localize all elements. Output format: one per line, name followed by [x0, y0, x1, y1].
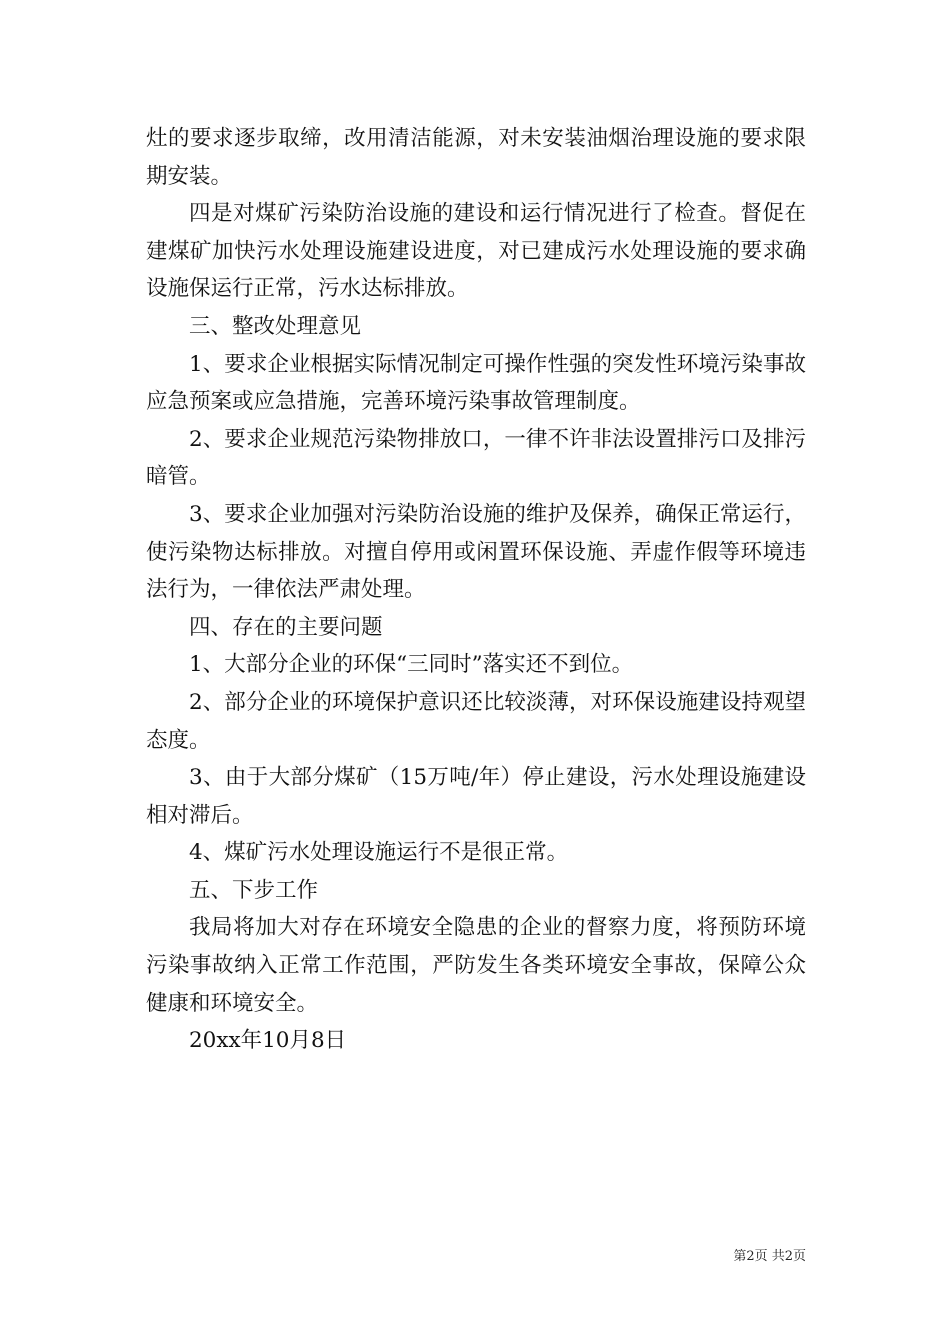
paragraph-problem-4: 4、煤矿污水处理设施运行不是很正常。 — [189, 840, 569, 866]
paragraph-problem-1: 1、大部分企业的环保“三同时”落实还不到位。 — [189, 652, 634, 678]
paragraph-continuation: 灶的要求逐步取缔，改用清洁能源，对未安装油烟治理设施的要求限期安装。 — [146, 126, 806, 189]
heading-rectification: 三、整改处理意见 — [189, 313, 362, 339]
paragraph-rectification-2: 2、要求企业规范污染物排放口，一律不许非法设置排污口及排污暗管。 — [146, 426, 806, 490]
heading-next-steps: 五、下步工作 — [189, 877, 319, 903]
paragraph-rectification-3: 3、要求企业加强对污染防治设施的维护及保养，确保正常运行，使污染物达标排放。对擅自停用或闲置环保设施、弄虚作假等环境违法行为，一律依法严肃处理。 — [146, 501, 806, 603]
heading-main-problems: 四、存在的主要问题 — [189, 614, 383, 640]
paragraph-problem-2: 2、部分企业的环境保护意识还比较淡薄，对环保设施建设持观望态度。 — [146, 689, 806, 753]
paragraph-next-steps: 我局将加大对存在环境安全隐患的企业的督察力度，将预防环境污染事故纳入正常工作范围，严防发生各类环境安全事故，保障公众健康和环境安全。 — [146, 915, 806, 1016]
page-number-footer: 第2页 共2页 — [733, 1249, 806, 1264]
paragraph-item-four: 四是对煤矿污染防治设施的建设和运行情况进行了检查。督促在建煤矿加快污水处理设施建设进度，对已建成污水处理设施的要求确设施保运行正常，污水达标排放。 — [146, 201, 806, 302]
paragraph-problem-3: 3、由于大部分煤矿（15万吨/年）停止建设，污水处理设施建设相对滞后。 — [146, 765, 806, 828]
document-body — [146, 120, 806, 1060]
paragraph-rectification-1: 1、要求企业根据实际情况制定可操作性强的突发性环境污染事故应急预案或应急措施，完善环境污染事故管理制度。 — [146, 351, 806, 415]
document-date: 20xx年10月8日 — [189, 1028, 347, 1054]
